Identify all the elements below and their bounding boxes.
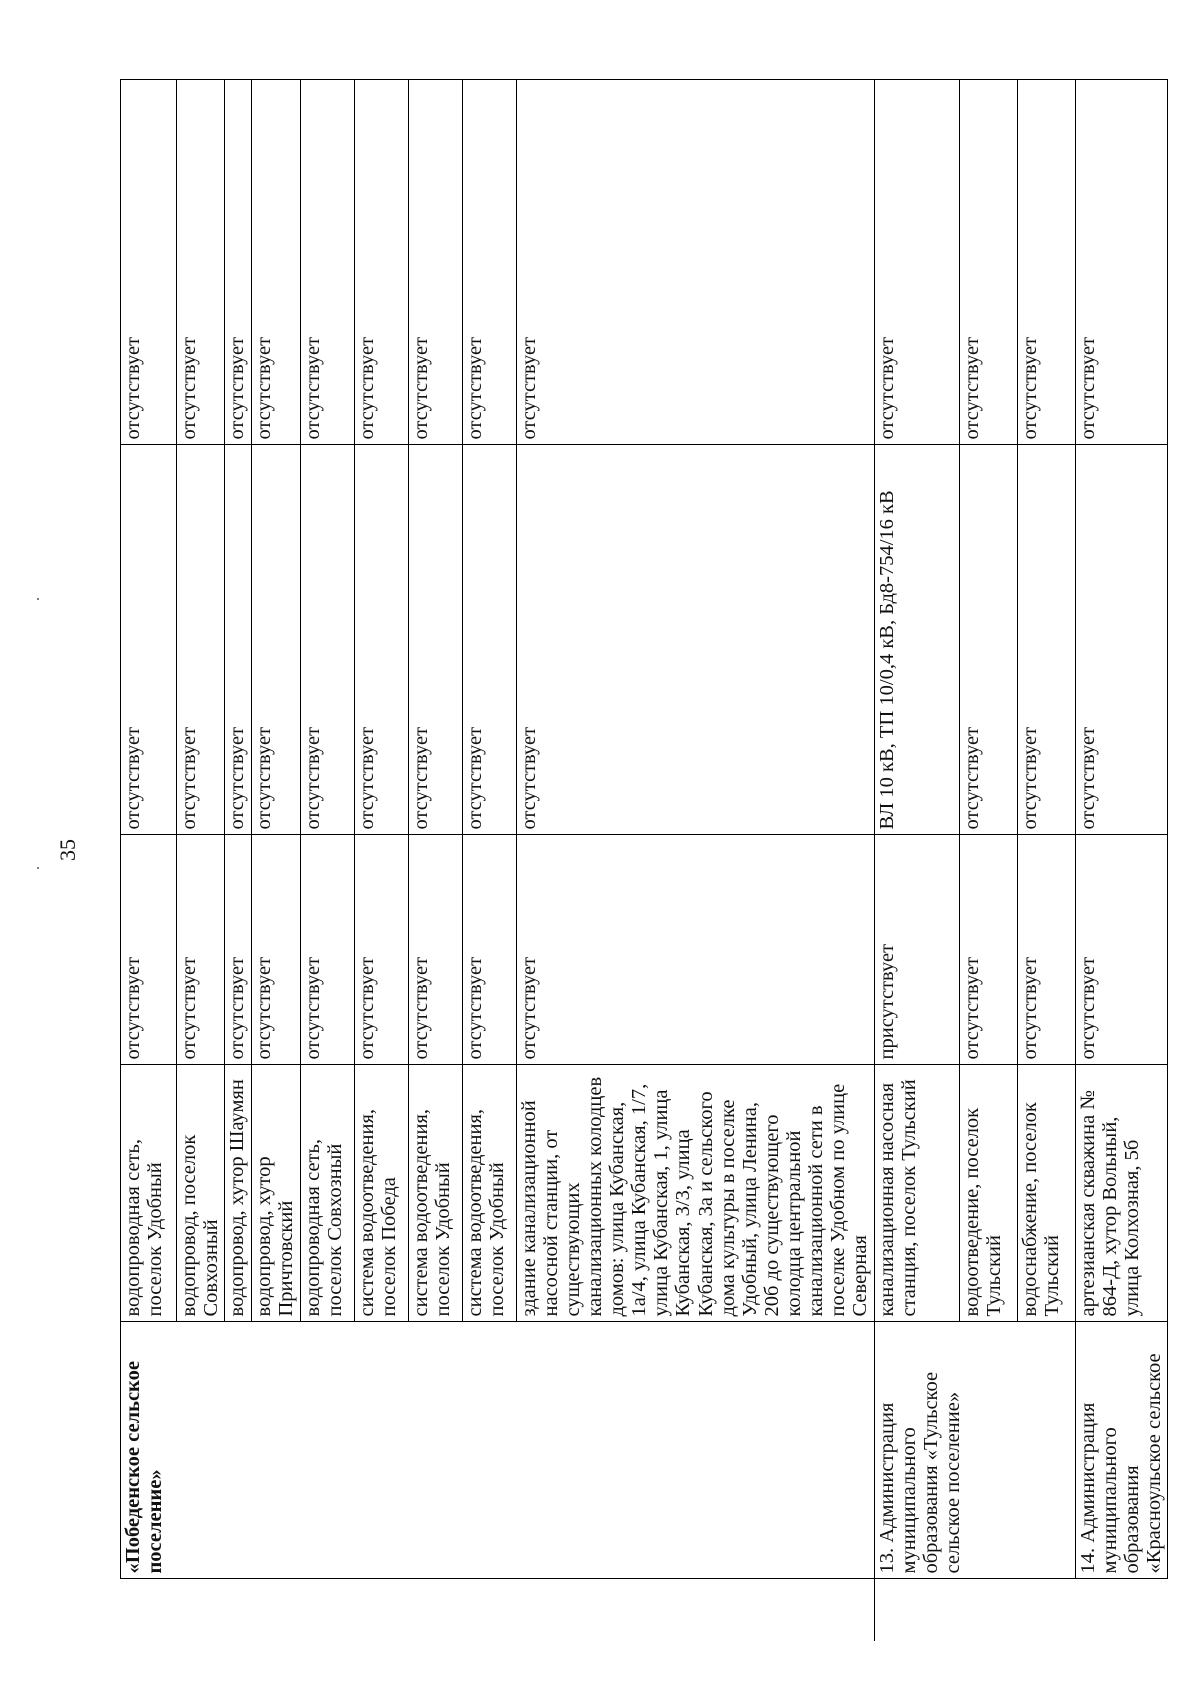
object-cell: система водоотведения, поселок Удобный — [462, 1065, 516, 1322]
rotated-table-layer — [120, 80, 1165, 1641]
energy-cell: отсутствует — [516, 445, 874, 835]
other-cell: отсутствует — [300, 80, 354, 445]
energy-cell: отсутствует — [252, 445, 300, 835]
other-cell: отсутствует — [408, 80, 462, 445]
object-cell: водопроводная сеть, поселок Удобный — [121, 1065, 177, 1322]
org-name: «Победенское сельское поселение» — [122, 1361, 167, 1574]
presence-cell: отсутствует — [516, 835, 874, 1065]
other-cell: отсутствует — [1017, 80, 1075, 445]
page-number: 35 — [55, 839, 80, 861]
object-cell: водоотведение, поселок Тульский — [959, 1065, 1017, 1322]
table-row — [121, 80, 177, 1641]
other-cell: отсутствует — [121, 80, 177, 445]
energy-cell: отсутствует — [121, 445, 177, 835]
presence-cell: присутствует — [874, 835, 959, 1065]
scan-speck — [37, 867, 39, 869]
org-cell: 13. Администрация муниципального образования «Тульское сельское поселение» — [874, 1322, 1075, 1579]
energy-cell: отсутствует — [300, 445, 354, 835]
presence-cell: отсутствует — [959, 835, 1017, 1065]
presence-cell: отсутствует — [1017, 835, 1075, 1065]
object-cell: водопроводная сеть, поселок Совхозный — [300, 1065, 354, 1322]
object-cell: система водоотведения, поселок Победа — [354, 1065, 408, 1322]
other-cell: отсутствует — [252, 80, 300, 445]
energy-cell: отсутствует — [225, 445, 252, 835]
energy-cell: отсутствует — [1075, 445, 1168, 835]
presence-cell: отсутствует — [177, 835, 225, 1065]
table-row — [874, 80, 959, 1641]
energy-cell: отсутствует — [462, 445, 516, 835]
object-cell: канализационная насосная станция, поселок Тульский — [874, 1065, 959, 1322]
spacer-cell — [1017, 1579, 1075, 1641]
object-cell: водопровод, поселок Совхозный — [177, 1065, 225, 1322]
object-cell: здание канализационной насосной станции, от существующих канализационных колодцев домов: улица Кубанская, 1а/4, улица Кубанская, 1/7, улица Кубанская, 1, улица Кубанская, 3/3, улица Кубанская, 3а и сельского дома культуры в поселке Удобный, улица Ленина, 20б до существующего колодца центральной канализационной сети в поселке Удобном по улице Северная — [516, 1065, 874, 1322]
other-cell: отсутствует — [874, 80, 959, 445]
energy-cell: ВЛ 10 кВ, ТП 10/0,4 кВ, Бд8-754/16 кВ — [874, 445, 959, 835]
spacer-cell — [874, 1579, 959, 1641]
energy-cell: отсутствует — [408, 445, 462, 835]
other-cell: отсутствует — [959, 80, 1017, 445]
presence-cell: отсутствует — [354, 835, 408, 1065]
energy-cell: отсутствует — [177, 445, 225, 835]
org-cell: 14. Администрация муниципального образования «Красноульское сельское — [1075, 1322, 1168, 1579]
other-cell: отсутствует — [354, 80, 408, 445]
object-cell: водоснабжение, поселок Тульский — [1017, 1065, 1075, 1322]
presence-cell: отсутствует — [252, 835, 300, 1065]
document-table — [120, 80, 1168, 1642]
scan-speck — [37, 598, 39, 600]
table-viewport — [120, 80, 1165, 1641]
presence-cell: отсутствует — [462, 835, 516, 1065]
org-cell — [121, 1322, 875, 1579]
spacer-cell — [121, 1579, 875, 1641]
presence-cell: отсутствует — [121, 835, 177, 1065]
energy-cell: отсутствует — [354, 445, 408, 835]
other-cell: отсутствует — [1075, 80, 1168, 445]
presence-cell: отсутствует — [408, 835, 462, 1065]
object-cell: артезианская скважина № 864-Д, хутор Вольный, улица Колхозная, 5б — [1075, 1065, 1168, 1322]
other-cell: отсутствует — [177, 80, 225, 445]
presence-cell: отсутствует — [1075, 835, 1168, 1065]
spacer-cell — [1075, 1579, 1168, 1641]
other-cell: отсутствует — [462, 80, 516, 445]
energy-cell: отсутствует — [959, 445, 1017, 835]
spacer-cell — [959, 1579, 1017, 1641]
other-cell: отсутствует — [225, 80, 252, 445]
other-cell: отсутствует — [516, 80, 874, 445]
presence-cell: отсутствует — [300, 835, 354, 1065]
object-cell: водопровод, хутор Причтовский — [252, 1065, 300, 1322]
table-row — [1075, 80, 1168, 1641]
object-cell: водопровод, хутор Шаумян — [225, 1065, 252, 1322]
object-cell: система водоотведения, поселок Удобный — [408, 1065, 462, 1322]
energy-cell: отсутствует — [1017, 445, 1075, 835]
presence-cell: отсутствует — [225, 835, 252, 1065]
